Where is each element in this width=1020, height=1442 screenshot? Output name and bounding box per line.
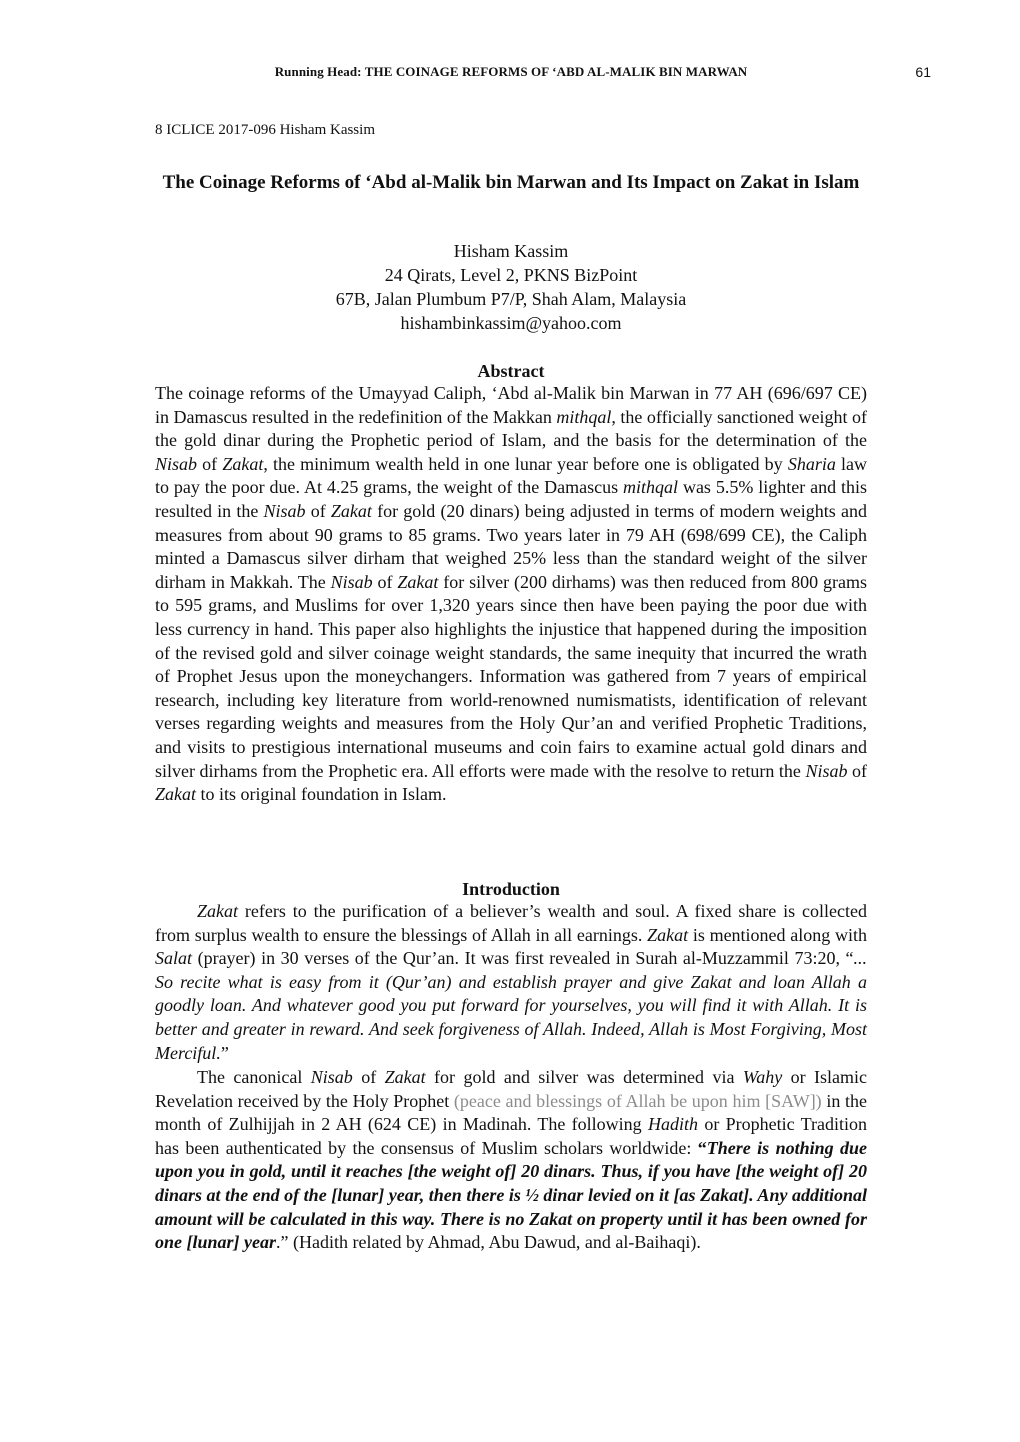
abstract-heading: Abstract xyxy=(477,361,545,381)
page-number: 61 xyxy=(915,64,931,80)
author-email: hishambinkassim@yahoo.com xyxy=(400,313,622,333)
author-name: Hisham Kassim xyxy=(453,241,569,261)
introduction-paragraph-1: Zakat refers to the purification of a believer’s wealth and soul. A fixed share is collected from surplus wealth to ensure the blessings of Allah in all earnings. Zakat is mentioned along with Salat (prayer) in 30 verses of the Qur’an. It was first revealed in Surah al-Muzzammil 73:20, “... So recite what is easy from it (Qur’an) and establish prayer and give Zakat and loan Allah a goodly loan. And whatever good you put forward for yourselves, you will find it with Allah. It is better and greater in reward. And seek forgiveness of Allah. Indeed, Allah is Most Forgiving, Most Merciful.” xyxy=(155,901,867,1063)
introduction-heading: Introduction xyxy=(462,879,560,899)
author-address-line2: 67B, Jalan Plumbum P7/P, Shah Alam, Malaysia xyxy=(335,289,687,309)
quran-quote: ... So recite what is easy from it (Qur’an) and establish prayer and give Zakat and loan Allah a goodly loan. And whatever good you put forward for yourselves, you will find it with Allah. It is better and greater in reward. And seek forgiveness of Allah. Indeed, Allah is Most Forgiving, Most Merciful. xyxy=(155,948,867,1063)
paper-id: 8 ICLICE 2017-096 Hisham Kassim xyxy=(155,122,375,138)
author-block xyxy=(155,239,867,335)
running-head: Running Head: THE COINAGE REFORMS OF ‘ABD AL-MALIK BIN MARWAN xyxy=(274,64,748,79)
abstract-text: The coinage reforms of the Umayyad Caliph, ‘Abd al-Malik bin Marwan in 77 AH (696/697 CE) in Damascus resulted in the redefinition of the Makkan mithqal, the officially sanctioned weight of the gold dinar during the Prophetic period of Islam, and the basis for the determination of the Nisab of Zakat, the minimum wealth held in one lunar year before one is obligated by Sharia law to pay the poor due. At 4.25 grams, the weight of the Damascus mithqal was 5.5% lighter and this resulted in the Nisab of Zakat for gold (20 dinars) being adjusted in terms of modern weights and measures from about 90 grams to 85 grams. Two years later in 79 AH (698/699 CE), the Caliph minted a Damascus silver dirham that weighed 25% less than the standard weight of the silver dirham in Makkah. The Nisab of Zakat for silver (200 dirhams) was then reduced from 800 grams to 595 grams, and Muslims for over 1,320 years since then have been paying the poor due with less currency in hand. This paper also highlights the injustice that happened during the imposition of the revised gold and silver coinage weight standards, the same inequity that incurred the wrath of Prophet Jesus upon the moneychangers. Information was gathered from 7 years of empirical research, including key literature from world-renowned numismatists, identification of relevant verses regarding weights and measures from the Holy Qur’an and verified Prophetic Traditions, and visits to prestigious international museums and coin fairs to examine actual gold dinars and silver dirhams from the Prophetic era. All efforts were made with the resolve to return the Nisab of Zakat to its original foundation in Islam. xyxy=(155,383,868,805)
honorific-text: (peace and blessings of Allah be upon him [SAW]) xyxy=(453,1090,822,1111)
hadith-quote: There is nothing due upon you in gold, until it reaches [the weight of] 20 dinars. Thus, if you have [the weight of] 20 dinars at the end of the [lunar] year, then there is ½ dinar levied on it [as Zakat]. Any additional amount will be calculated in this way. There is no Zakat on property until it has been owned for one [lunar] year xyxy=(155,1137,867,1253)
author-address-line1: 24 Qirats, Level 2, PKNS BizPoint xyxy=(384,265,638,285)
introduction-paragraph-2: The canonical Nisab of Zakat for gold and silver was determined via Wahy or Islamic Revelation received by the Holy Prophet (peace and blessings of Allah be upon him [SAW]) in the month of Zulhijjah in 2 AH (624 CE) in Madinah. The following Hadith or Prophetic Tradition has been authenticated by the consensus of Muslim scholars worldwide: “There is nothing due upon you in gold, until it reaches [the weight of] 20 dinars. Thus, if you have [the weight of] 20 dinars at the end of the [lunar] year, then there is ½ dinar levied on it [as Zakat]. Any additional amount will be calculated in this way. There is no Zakat on property until it has been owned for one [lunar] year.” (Hadith related by Ahmad, Abu Dawud, and al-Baihaqi). xyxy=(155,1067,868,1253)
paper-title: The Coinage Reforms of ‘Abd al-Malik bin Marwan and Its Impact on Zakat in Islam xyxy=(162,172,860,193)
